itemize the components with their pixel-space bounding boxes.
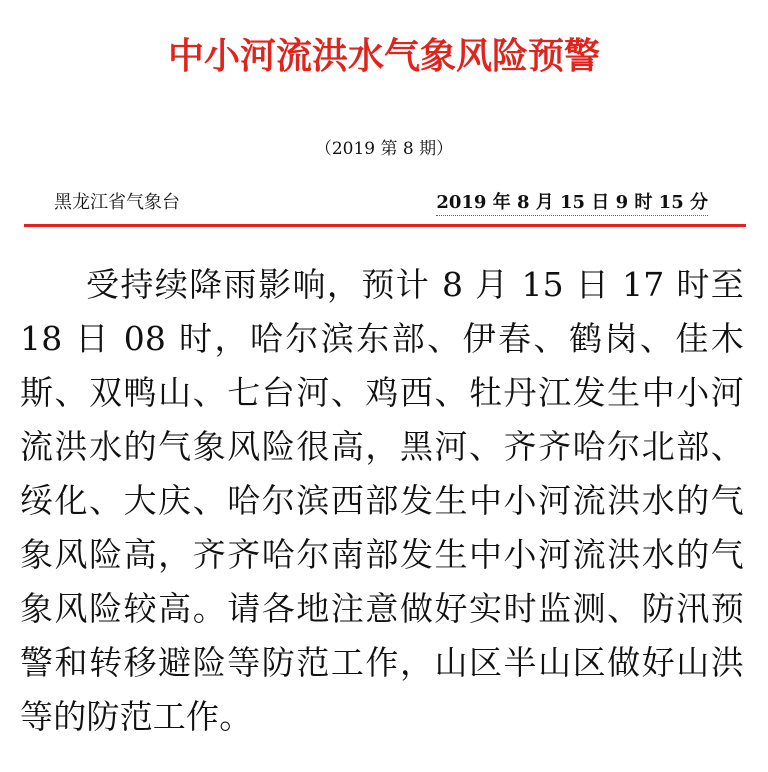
red-divider [24, 224, 746, 227]
warning-body: 受持续降雨影响，预计 8 月 15 日 17 时至 18 日 08 时，哈尔滨东部、伊春、鹤岗、佳木斯、双鸭山、七台河、鸡西、牡丹江发生中小河流洪水的气象风险很高，黑河、齐齐哈尔北部、绥化、大庆、哈尔滨西部发生中小河流洪水的气象风险高，齐齐哈尔南部发生中小河流洪水的气象风险较高。请各地注意做好实时监测、防汛预警和转移避险等防范工作，山区半山区做好山洪等的防范工作。 [20, 265, 744, 736]
issuer-row [0, 188, 768, 218]
issue-datetime: 2019 年 8 月 15 日 9 时 15 分 [436, 188, 708, 216]
issuer-name: 黑龙江省气象台 [54, 192, 180, 213]
issue-number: （2019 第 8 期） [314, 139, 454, 159]
document-title: 中小河流洪水气象风险预警 [167, 36, 600, 77]
